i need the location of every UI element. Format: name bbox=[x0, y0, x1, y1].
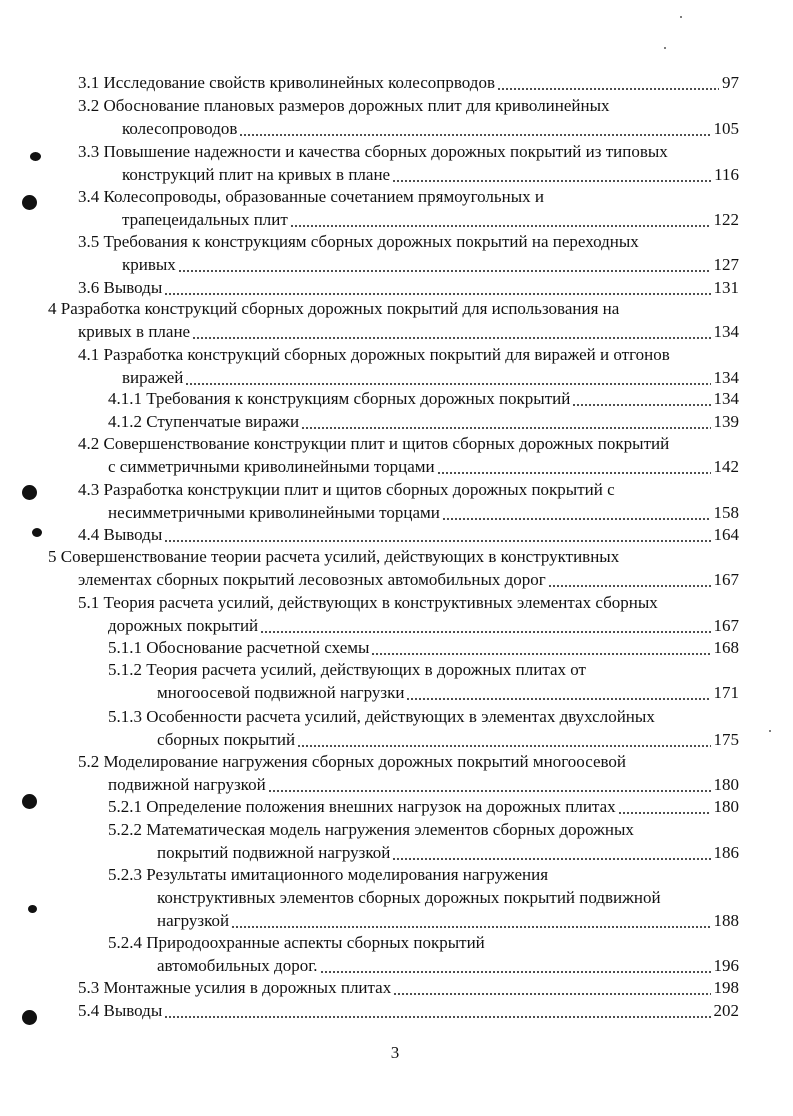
toc-entry-title: 5.2.1 Определение положения внешних нагрузок на дорожных плитах bbox=[108, 797, 616, 816]
toc-entry-title-cont: сборных покрытий bbox=[157, 730, 296, 749]
toc-entry-title: 5.4 Выводы bbox=[78, 1001, 163, 1020]
toc-entry[interactable] bbox=[0, 411, 793, 435]
toc-entry-page: 180 bbox=[713, 775, 739, 794]
toc-entry-title-cont: автомобильных дорог. bbox=[157, 956, 318, 975]
toc-entry-title: 5.2 Моделирование нагружения сборных дорожных покрытий многоосевой bbox=[78, 752, 627, 771]
toc-entry-page: 180 bbox=[713, 797, 739, 816]
toc-entry-page: 167 bbox=[713, 616, 739, 635]
toc-entry-title-cont: кривых bbox=[122, 255, 176, 274]
toc-entry[interactable] bbox=[0, 637, 793, 661]
toc-entry-page: 196 bbox=[713, 956, 739, 975]
toc-entry-page: 167 bbox=[713, 570, 739, 589]
toc-entry-title-cont: дорожных покрытий bbox=[108, 616, 259, 635]
toc-entry-title: 3.1 Исследование свойств криволинейных колесопрводов bbox=[78, 73, 495, 92]
toc-entry-title-cont: элементах сборных покрытий лесовозных автомобильных дорог bbox=[78, 570, 546, 589]
toc-entry-title: 4.1 Разработка конструкций сборных дорожных покрытий для виражей и отгонов bbox=[78, 345, 670, 364]
toc-entry[interactable] bbox=[0, 977, 793, 1001]
toc-entry-title-cont: колесопроводов bbox=[122, 119, 238, 138]
toc-entry[interactable] bbox=[0, 388, 793, 412]
toc-entry[interactable] bbox=[0, 95, 793, 142]
toc-entry-title: 4.4 Выводы bbox=[78, 525, 163, 544]
toc-entry-page: 127 bbox=[713, 255, 739, 274]
toc-entry-title: 5 Совершенствование теории расчета усилий, действующих в конструктивных bbox=[48, 547, 620, 566]
toc-entry-page: 186 bbox=[713, 843, 739, 862]
toc-entry[interactable] bbox=[0, 186, 793, 233]
punch-hole-fragment bbox=[28, 905, 37, 913]
toc-entry[interactable] bbox=[0, 141, 793, 188]
toc-entry[interactable] bbox=[0, 72, 793, 96]
toc-entry[interactable] bbox=[0, 592, 793, 639]
toc-entry-title-cont: подвижной нагрузкой bbox=[108, 775, 266, 794]
toc-entry-title: 5.1.2 Теория расчета усилий, действующих в дорожных плитах от bbox=[108, 660, 586, 679]
toc-entry-title-cont: виражей bbox=[122, 368, 184, 387]
toc-entry[interactable] bbox=[0, 344, 793, 391]
toc-entry-title: 5.1.3 Особенности расчета усилий, действующих в элементах двухслойных bbox=[108, 707, 655, 726]
toc-entry-title: 5.3 Монтажные усилия в дорожных плитах bbox=[78, 978, 392, 997]
toc-entry-title: 3.5 Требования к конструкциям сборных дорожных покрытий на переходных bbox=[78, 232, 639, 251]
scan-speck bbox=[664, 47, 666, 49]
toc-entry-page: 134 bbox=[713, 389, 739, 408]
toc-entry-title-cont: покрытий подвижной нагрузкой bbox=[157, 843, 391, 862]
toc-entry-title: 4.1.1 Требования к конструкциям сборных дорожных покрытий bbox=[108, 389, 571, 408]
toc-entry[interactable] bbox=[0, 864, 793, 934]
toc-entry[interactable] bbox=[0, 659, 793, 706]
toc-entry-page: 97 bbox=[722, 73, 739, 92]
toc-entry[interactable] bbox=[0, 819, 793, 866]
toc-entry[interactable] bbox=[0, 751, 793, 798]
toc-entry[interactable] bbox=[0, 932, 793, 979]
toc-entry-page: 131 bbox=[713, 278, 739, 297]
toc-entry-title: 4 Разработка конструкций сборных дорожных покрытий для использования на bbox=[48, 299, 620, 318]
punch-hole bbox=[22, 195, 37, 210]
toc-entry[interactable] bbox=[0, 298, 793, 345]
toc-entry-page: 202 bbox=[713, 1001, 739, 1020]
toc-entry[interactable] bbox=[0, 524, 793, 548]
scan-speck bbox=[680, 16, 682, 18]
toc-entry-page: 122 bbox=[713, 210, 739, 229]
toc-entry-title-cont: многоосевой подвижной нагрузки bbox=[157, 683, 405, 702]
toc-entry-page: 158 bbox=[713, 503, 739, 522]
toc-entry-title: 4.3 Разработка конструкции плит и щитов сборных дорожных покрытий с bbox=[78, 480, 615, 499]
toc-entry[interactable] bbox=[0, 1000, 793, 1024]
toc-entry[interactable] bbox=[0, 796, 793, 820]
toc-entry-title: 3.4 Колесопроводы, образованные сочетанием прямоугольных и bbox=[78, 187, 545, 206]
toc-entry-title: 3.3 Повышение надежности и качества сборных дорожных покрытий из типовых bbox=[78, 142, 668, 161]
toc-entry[interactable] bbox=[0, 546, 793, 593]
toc-entry-title: 3.2 Обоснование плановых размеров дорожных плит для криволинейных bbox=[78, 96, 610, 115]
toc-entry[interactable] bbox=[0, 706, 793, 753]
punch-hole-fragment bbox=[32, 528, 42, 537]
page-number: 3 bbox=[390, 1043, 400, 1062]
toc-entry-page: 188 bbox=[713, 911, 739, 930]
toc-entry-page: 134 bbox=[713, 368, 739, 387]
toc-entry-title-cont: несимметричными криволинейными торцами bbox=[108, 503, 440, 522]
toc-entry-title: 3.6 Выводы bbox=[78, 278, 163, 297]
toc-entry[interactable] bbox=[0, 231, 793, 278]
toc-entry-title: 4.1.2 Ступенчатые виражи bbox=[108, 412, 300, 431]
toc-entry-page: 168 bbox=[713, 638, 739, 657]
punch-hole-fragment bbox=[30, 152, 41, 161]
toc-entry-page: 139 bbox=[713, 412, 739, 431]
toc-entry-title: 5.2.2 Математическая модель нагружения элементов сборных дорожных bbox=[108, 820, 634, 839]
toc-entry-title-cont: трапецеидальных плит bbox=[122, 210, 288, 229]
toc-entry[interactable] bbox=[0, 479, 793, 526]
toc-entry-title: 5.1.1 Обоснование расчетной схемы bbox=[108, 638, 370, 657]
toc-entry-page: 198 bbox=[713, 978, 739, 997]
punch-hole bbox=[22, 485, 37, 500]
toc-entry-title-cont: кривых в плане bbox=[78, 322, 191, 341]
toc-entry-page: 116 bbox=[714, 165, 739, 184]
toc-entry-title-cont: конструктивных элементов сборных дорожных покрытий подвижной bbox=[157, 888, 661, 907]
toc-entry-title: 4.2 Совершенствование конструкции плит и щитов сборных дорожных покрытий bbox=[78, 434, 670, 453]
toc-entry[interactable] bbox=[0, 433, 793, 480]
toc-entry-title-cont: с симметричными криволинейными торцами bbox=[108, 457, 435, 476]
toc-entry-title-cont: нагрузкой bbox=[157, 911, 230, 930]
toc-entry-page: 142 bbox=[713, 457, 739, 476]
toc-entry-page: 105 bbox=[713, 119, 739, 138]
toc-entry-page: 134 bbox=[713, 322, 739, 341]
punch-hole bbox=[22, 794, 37, 809]
toc-entry-page: 171 bbox=[713, 683, 739, 702]
toc-entry-title: 5.2.3 Результаты имитационного моделирования нагружения bbox=[108, 865, 549, 884]
toc-entry-page: 164 bbox=[713, 525, 739, 544]
toc-entry-page: 175 bbox=[713, 730, 739, 749]
scan-speck bbox=[769, 730, 771, 732]
toc-entry-title: 5.2.4 Природоохранные аспекты сборных покрытий bbox=[108, 933, 485, 952]
punch-hole bbox=[22, 1010, 37, 1025]
toc-entry-title-cont: конструкций плит на кривых в плане bbox=[122, 165, 391, 184]
toc-entry-title: 5.1 Теория расчета усилий, действующих в конструктивных элементах сборных bbox=[78, 593, 658, 612]
